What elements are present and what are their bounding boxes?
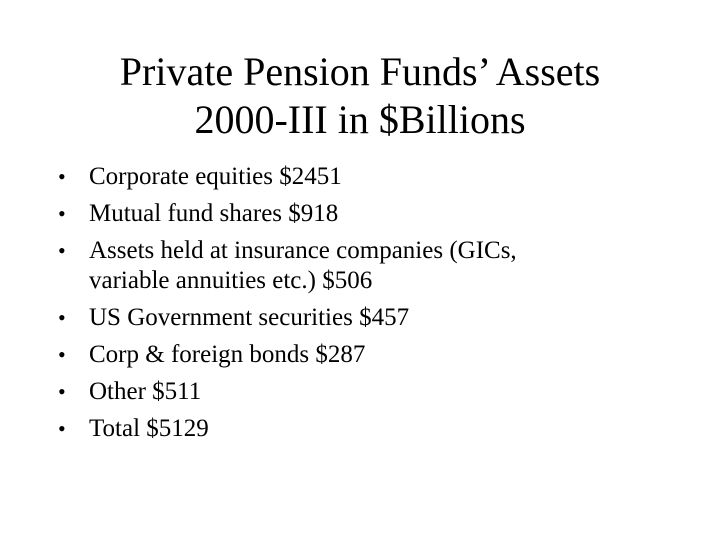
bullet-icon: •	[58, 201, 66, 226]
bullet-item-mutual-fund-shares	[57, 199, 697, 229]
bullet-text: Corporate equities $2451	[89, 163, 342, 190]
bullet-icon: •	[58, 164, 66, 189]
bullet-icon: •	[58, 379, 66, 404]
bullet-text: US Government securities $457	[89, 304, 410, 331]
bullet-item-corporate-equities	[57, 162, 697, 192]
bullet-item-other	[57, 377, 697, 407]
bullet-item-insurance-assets	[57, 236, 697, 296]
bullet-icon: •	[58, 416, 66, 441]
bullet-text-continued: variable annuities etc.) $506	[89, 267, 373, 294]
bullet-item-total	[57, 414, 697, 444]
bullet-text: Other $511	[89, 378, 202, 405]
title-line-2: 2000-III in $Billions	[194, 97, 526, 142]
bullet-text: Corp & foreign bonds $287	[89, 341, 366, 368]
slide-title	[60, 48, 660, 144]
bullet-text: Total $5129	[89, 415, 209, 442]
bullet-icon: •	[58, 305, 66, 330]
bullet-text: Mutual fund shares $918	[89, 200, 339, 227]
bullet-item-us-government-securities	[57, 303, 697, 333]
bullet-icon: •	[58, 342, 66, 367]
bullet-text: Assets held at insurance companies (GICs,	[89, 237, 517, 264]
bullet-icon: •	[58, 238, 66, 263]
bullet-list	[57, 162, 697, 451]
title-line-1: Private Pension Funds’ Assets	[119, 49, 601, 94]
bullet-item-corp-foreign-bonds	[57, 340, 697, 370]
